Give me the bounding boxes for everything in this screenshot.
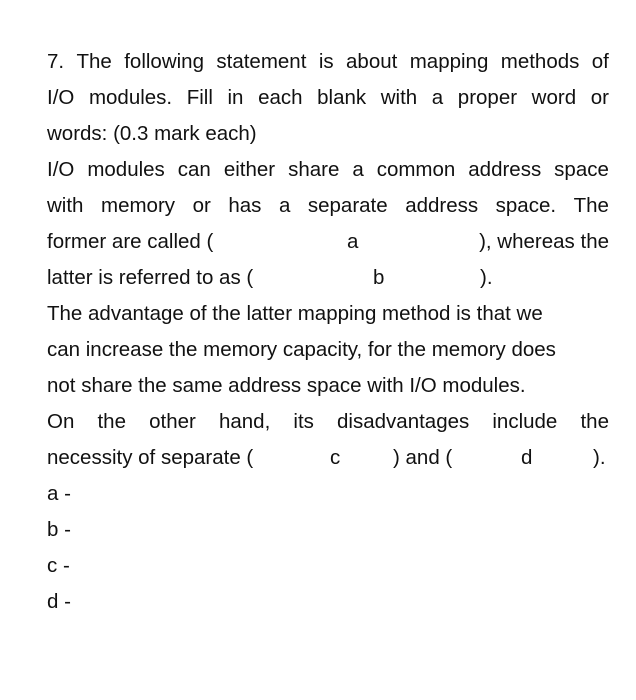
answer-c: c - xyxy=(47,554,70,577)
blank-d-letter: d xyxy=(521,446,533,469)
word: mapping xyxy=(409,50,489,73)
blank-cd-line xyxy=(47,440,609,476)
word: Fill xyxy=(186,86,213,109)
blank-cd-after: ). xyxy=(593,446,606,469)
sentence: can increase the memory capacity, for the memory does xyxy=(47,338,556,361)
word: with xyxy=(380,86,418,109)
blank-b-before: latter is referred to as ( xyxy=(47,266,254,289)
answer-d: d - xyxy=(47,590,71,613)
word: the xyxy=(97,410,126,433)
word: can xyxy=(177,158,211,181)
word: each xyxy=(258,86,303,109)
blank-a-before: former are called ( xyxy=(47,230,214,253)
sentence: The advantage of the latter mapping method is that we xyxy=(47,302,543,325)
word: include xyxy=(492,410,558,433)
blank-c-letter: c xyxy=(330,446,341,469)
word: disadvantages xyxy=(337,410,470,433)
word: On xyxy=(47,410,75,433)
word: with xyxy=(47,194,84,217)
word: a xyxy=(352,158,364,181)
sentence: not share the same address space with I/O modules. xyxy=(47,374,526,397)
word: either xyxy=(223,158,276,181)
question-line-11 xyxy=(47,404,609,440)
word: a xyxy=(278,194,291,217)
blank-cd-middle: ) and ( xyxy=(393,446,453,469)
blank-cd-before: necessity of separate ( xyxy=(47,446,254,469)
word: its xyxy=(293,410,314,433)
word: blank xyxy=(317,86,367,109)
word: separate xyxy=(307,194,388,217)
question-line-1 xyxy=(47,44,609,80)
word: modules. xyxy=(88,86,173,109)
question-line-8 xyxy=(47,296,609,332)
word: space. xyxy=(495,194,557,217)
word: common xyxy=(376,158,456,181)
word: The xyxy=(573,194,609,217)
word: is xyxy=(318,50,334,73)
word: space xyxy=(554,158,609,181)
question-line-2 xyxy=(47,80,609,116)
blank-b-after: ). xyxy=(480,266,493,289)
blank-a-after: ), whereas the xyxy=(479,230,609,253)
word: in xyxy=(227,86,244,109)
word: other xyxy=(149,410,196,433)
word: I/O xyxy=(47,158,75,181)
word: methods xyxy=(500,50,580,73)
question-line-9 xyxy=(47,332,609,368)
answer-list xyxy=(47,476,71,620)
word: of xyxy=(591,50,609,73)
word: proper xyxy=(457,86,518,109)
word: word xyxy=(531,86,577,109)
word: about xyxy=(346,50,398,73)
question-block xyxy=(47,44,609,476)
question-line-3 xyxy=(47,116,609,152)
mark-allocation: words: (0.3 mark each) xyxy=(47,122,257,145)
blank-a-letter: a xyxy=(347,230,359,253)
blank-a-line xyxy=(47,224,609,260)
question-line-5 xyxy=(47,188,609,224)
word: following xyxy=(124,50,204,73)
word: The xyxy=(76,50,112,73)
word: hand, xyxy=(218,410,271,433)
word: memory xyxy=(101,194,176,217)
word: the xyxy=(580,410,609,433)
answer-b: b - xyxy=(47,518,71,541)
word: statement xyxy=(216,50,307,73)
question-line-4 xyxy=(47,152,609,188)
word: or xyxy=(192,194,211,217)
word: or xyxy=(590,86,609,109)
word: has xyxy=(228,194,262,217)
word: a xyxy=(431,86,444,109)
word: address xyxy=(405,194,479,217)
word: address xyxy=(468,158,542,181)
question-line-10 xyxy=(47,368,609,404)
blank-b-letter: b xyxy=(373,266,385,289)
word: modules xyxy=(87,158,165,181)
word: 7. xyxy=(47,50,65,73)
blank-b-line xyxy=(47,260,609,296)
word: I/O xyxy=(47,86,75,109)
answer-a: a - xyxy=(47,482,71,505)
word: share xyxy=(288,158,340,181)
